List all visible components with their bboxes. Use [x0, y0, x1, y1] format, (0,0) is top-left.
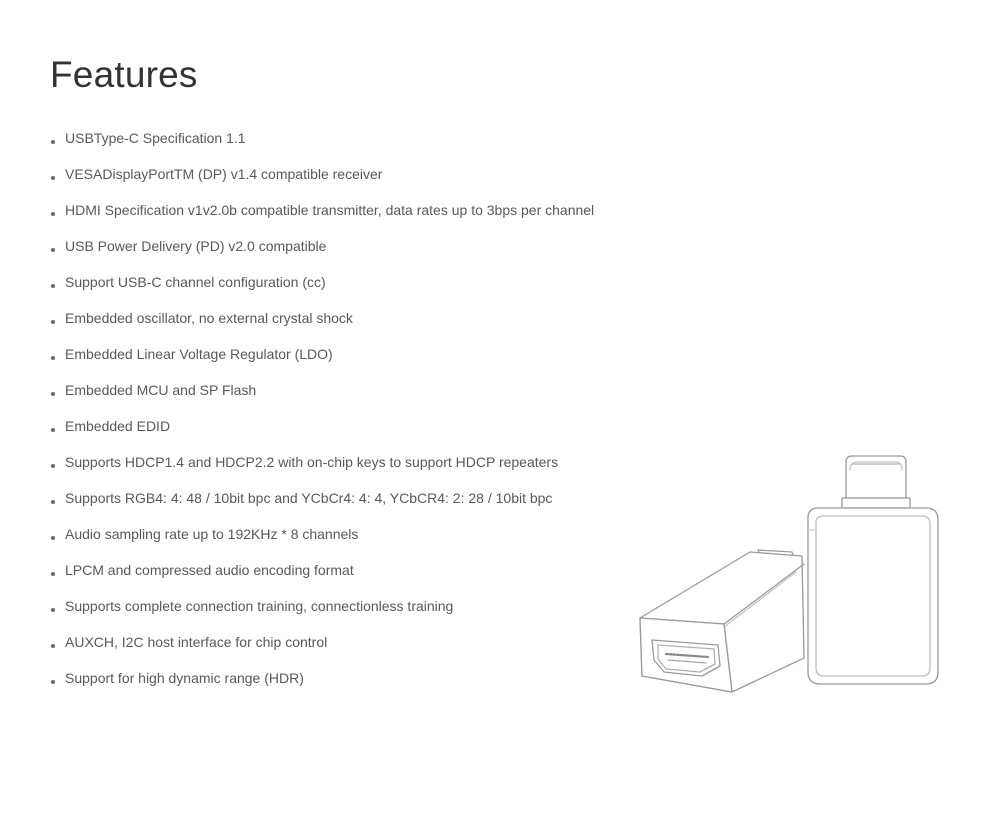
- list-item: [50, 630, 670, 666]
- feature-text: Supports RGB4: 4: 48 / 10bit bpc and YCbCr4: 4: 4, YCbCR4: 2: 28 / 10bit bpc: [65, 490, 553, 506]
- list-item: [50, 198, 670, 234]
- feature-text: Embedded EDID: [65, 418, 171, 434]
- feature-text: Audio sampling rate up to 192KHz * 8 channels: [65, 526, 359, 542]
- feature-text: Support USB-C channel configuration (cc): [65, 274, 326, 290]
- list-item: [50, 306, 670, 342]
- list-item: [50, 486, 670, 522]
- angled-adapter-icon: [640, 550, 804, 692]
- page-title: Features: [50, 54, 198, 95]
- bullet-icon: [51, 356, 55, 360]
- list-item: [50, 342, 670, 378]
- feature-text: Supports HDCP1.4 and HDCP2.2 with on-chip keys to support HDCP repeaters: [65, 454, 559, 470]
- list-item: [50, 126, 670, 162]
- list-item: [50, 450, 670, 486]
- feature-text: Support for high dynamic range (HDR): [65, 670, 304, 686]
- bullet-icon: [51, 248, 55, 252]
- bullet-icon: [51, 644, 55, 648]
- feature-text: Embedded Linear Voltage Regulator (LDO): [65, 346, 333, 362]
- bullet-icon: [51, 608, 55, 612]
- feature-list: [50, 126, 670, 702]
- list-item: [50, 558, 670, 594]
- list-item: [50, 378, 670, 414]
- bullet-icon: [51, 428, 55, 432]
- feature-text: Supports complete connection training, connectionless training: [65, 598, 454, 614]
- list-item: [50, 270, 670, 306]
- feature-text: AUXCH, I2C host interface for chip control: [65, 634, 328, 650]
- list-item: [50, 594, 670, 630]
- list-item: [50, 162, 670, 198]
- bullet-icon: [51, 212, 55, 216]
- list-item: [50, 414, 670, 450]
- bullet-icon: [51, 536, 55, 540]
- list-item: [50, 522, 670, 558]
- bullet-icon: [51, 392, 55, 396]
- list-item: [50, 234, 670, 270]
- list-item: [50, 666, 670, 702]
- feature-text: Embedded MCU and SP Flash: [65, 382, 257, 398]
- feature-text: Embedded oscillator, no external crystal shock: [65, 310, 353, 326]
- feature-text: HDMI Specification v1v2.0b compatible transmitter, data rates up to 3bps per channel: [65, 202, 595, 218]
- bullet-icon: [51, 320, 55, 324]
- bullet-icon: [51, 464, 55, 468]
- adapter-illustration: [620, 440, 960, 710]
- bullet-icon: [51, 680, 55, 684]
- bullet-icon: [51, 500, 55, 504]
- feature-text: VESADisplayPortTM (DP) v1.4 compatible receiver: [65, 166, 383, 182]
- bullet-icon: [51, 284, 55, 288]
- feature-text: LPCM and compressed audio encoding format: [65, 562, 354, 578]
- bullet-icon: [51, 572, 55, 576]
- bullet-icon: [51, 140, 55, 144]
- bullet-icon: [51, 176, 55, 180]
- feature-text: USB Power Delivery (PD) v2.0 compatible: [65, 238, 327, 254]
- upright-adapter-icon: [808, 456, 938, 684]
- feature-text: USBType-C Specification 1.1: [65, 130, 246, 146]
